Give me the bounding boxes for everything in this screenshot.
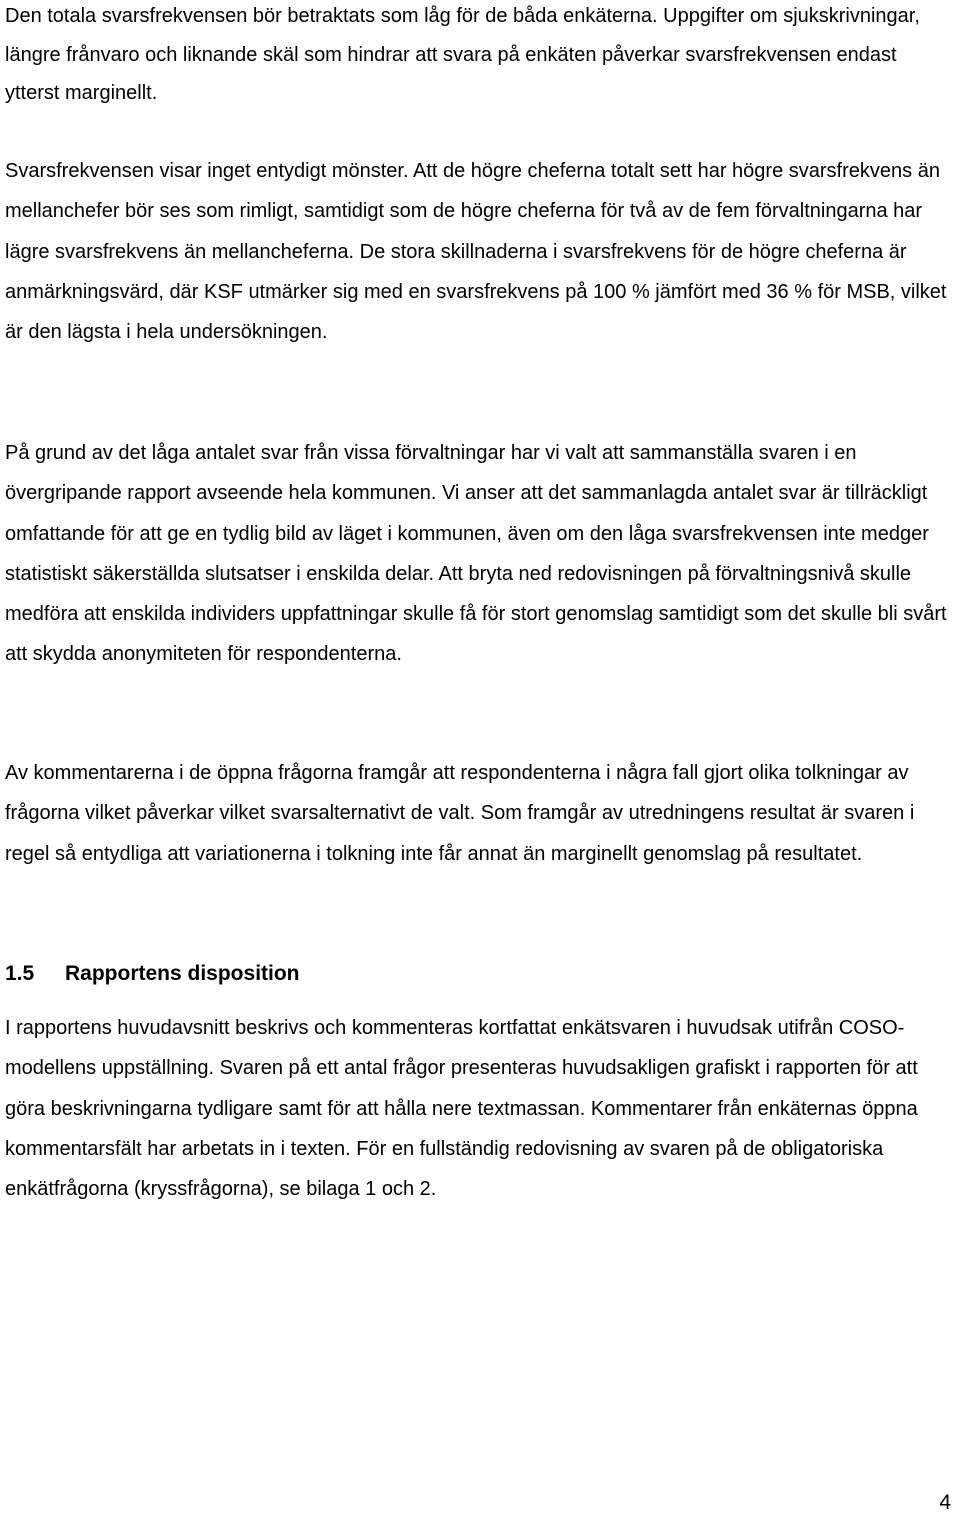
paragraph-report-disposition: I rapportens huvudavsnitt beskrivs och kommenteras kortfattat enkätsvaren i huvudsak utifrån COSO-modellens uppställning. Svaren på ett antal frågor presenteras huvudsakligen grafiskt i rapporten för att göra beskrivningarna tydligare samt för att hålla nere textmassan. Kommentarer från enkäternas öppna kommentarsfält har arbetats in i texten. För en fullständig redovisning av svaren på de obligatoriska enkätfrågorna (kryssfrågorna), se bilaga 1 och 2. — [5, 1017, 918, 1201]
section-heading — [5, 954, 300, 994]
paragraph-aggregated-report: På grund av det låga antalet svar från vissa förvaltningar har vi valt att sammanställa svaren i en övergripande rapport avseende hela kommunen. Vi anser att det sammanlagda antalet svar är tillräckligt omfattande för att ge en tydlig bild av läget i kommunen, även om den låga svarsfrekvensen inte medger statistiskt säkerställda slutsatser i enskilda delar. Att bryta ned redovisningen på förvaltningsnivå skulle medföra att enskilda individers uppfattningar skulle få för stort genomslag samtidigt som det skulle bli svårt att skydda anonymiteten för respondenterna. — [5, 442, 947, 666]
page-number: 4 — [939, 1491, 951, 1514]
paragraph-response-rate-low: Den totala svarsfrekvensen bör betraktats som låg för de båda enkäterna. Uppgifter om sjukskrivningar, längre frånvaro och liknande skäl som hindrar att svara på enkäten påverkar svarsfrekvensen endast ytterst marginellt. — [5, 5, 920, 104]
paragraph-response-pattern: Svarsfrekvensen visar inget entydigt mönster. Att de högre cheferna totalt sett har högre svarsfrekvens än mellanchefer bör ses som rimligt, samtidigt som de högre cheferna för två av de fem förvaltningarna har lägre svarsfrekvens än mellancheferna. De stora skillnaderna i svarsfrekvens för de högre cheferna är anmärkningsvärd, där KSF utmärker sig med en svarsfrekvens på 100 % jämfört med 36 % för MSB, vilket är den lägsta i hela undersökningen. — [5, 160, 947, 344]
paragraph-open-comments: Av kommentarerna i de öppna frågorna framgår att respondenterna i några fall gjort olika tolkningar av frågorna vilket påverkar vilket svarsalternativt de valt. Som framgår av utredningens resultat är svaren i regel så entydliga att variationerna i tolkning inte får annat än marginellt genomslag på resultatet. — [5, 762, 915, 865]
section-number: 1.5 — [5, 962, 35, 985]
section-title: Rapportens disposition — [65, 962, 300, 985]
